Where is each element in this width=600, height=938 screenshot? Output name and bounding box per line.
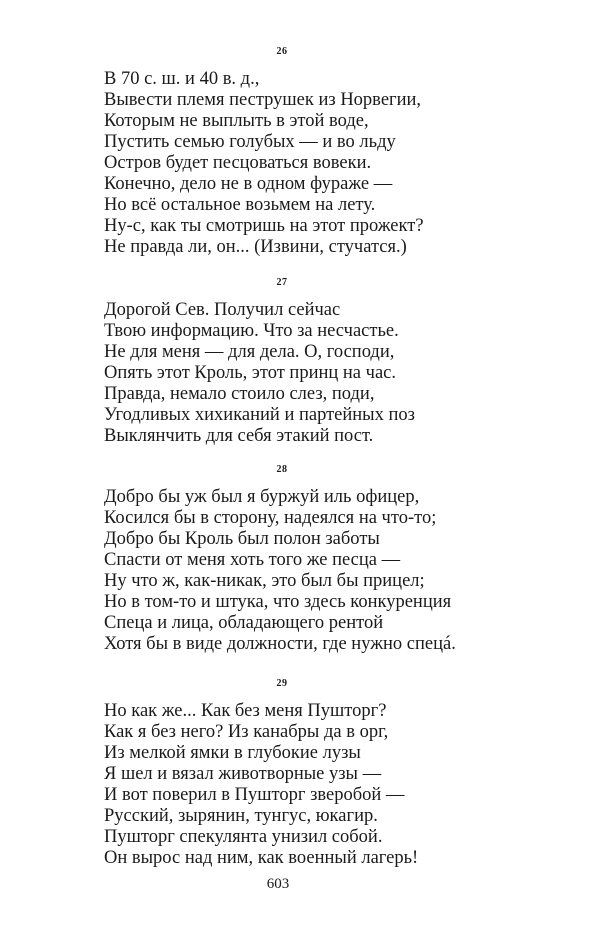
poem-29 [104, 677, 544, 869]
poem-lines [104, 300, 544, 447]
poem-line: Но всё остальное возьмем на лету. [104, 195, 376, 215]
poem-line: И вот поверил в Пушторг зверобой — [104, 785, 405, 805]
poem-line: Не правда ли, он... (Извини, стучатся.) [104, 237, 407, 257]
poem-line: Вывести племя пеструшек из Норвегии, [104, 90, 422, 110]
poem-line: Но как же... Как без меня Пушторг? [104, 701, 387, 721]
poem-27 [104, 276, 544, 447]
poem-number: 26 [276, 46, 288, 57]
poem-line: Русский, зырянин, тунгус, юкагир. [104, 806, 378, 826]
poem-line: Ну-с, как ты смотришь на этот прожект? [104, 216, 424, 236]
poem-line: Которым не выплыть в этой воде, [104, 111, 369, 131]
poem-line: Опять этот Кроль, этот принц на час. [104, 363, 396, 383]
poem-line: Выклянчить для себя этакий пост. [104, 426, 374, 446]
poem-line: Спасти от меня хоть того же песца — [104, 550, 401, 570]
poem-number: 29 [276, 678, 288, 689]
poem-line: Но в том-то и штука, что здесь конкуренция [104, 592, 452, 612]
poem-line: Не для меня — для дела. О, господи, [104, 342, 395, 362]
poem-line: Добро бы уж был я буржуй иль офицер, [104, 487, 420, 507]
poem-line: Он вырос над ним, как военный лагерь! [104, 848, 419, 868]
poem-number: 27 [276, 277, 288, 288]
poem-line: Дорогой Сев. Получил сейчас [104, 300, 341, 320]
poem-number: 28 [276, 464, 288, 475]
poem-line: Остров будет песцоваться вовеки. [104, 153, 372, 173]
poem-line: В 70 с. ш. и 40 в. д., [104, 69, 260, 89]
poem-lines [104, 69, 544, 258]
poem-lines [104, 487, 544, 655]
poem-line: Добро бы Кроль был полон заботы [104, 529, 380, 549]
poem-line: Как я без него? Из канабры да в орг, [104, 722, 389, 742]
poem-line: Косился бы в сторону, надеялся на что-то; [104, 508, 437, 528]
poem-line: Спеца и лица, обладающего рентой [104, 613, 384, 633]
poem-line: Я шел и вязал животворные узы — [104, 764, 382, 784]
poem-line: Пустить семью голубых — и во льду [104, 132, 396, 152]
poem-line: Твою информацию. Что за несчастье. [104, 321, 399, 341]
poem-line: Хотя бы в виде должности, где нужно спецá. [104, 634, 456, 654]
poem-line: Конечно, дело не в одном фураже — [104, 174, 393, 194]
poem-line: Угодливых хихиканий и партейных поз [104, 405, 415, 425]
poem-line: Из мелкой ямки в глубокие лузы [104, 743, 361, 763]
poem-line: Пушторг спекулянта унизил собой. [104, 827, 383, 847]
poem-lines [104, 701, 544, 869]
page-number: 603 [266, 876, 290, 892]
poem-line: Ну что ж, как-никак, это был бы прицел; [104, 571, 425, 591]
poem-28 [104, 463, 544, 655]
poem-line: Правда, немало стоило слез, поди, [104, 384, 375, 404]
poem-26 [104, 45, 544, 258]
